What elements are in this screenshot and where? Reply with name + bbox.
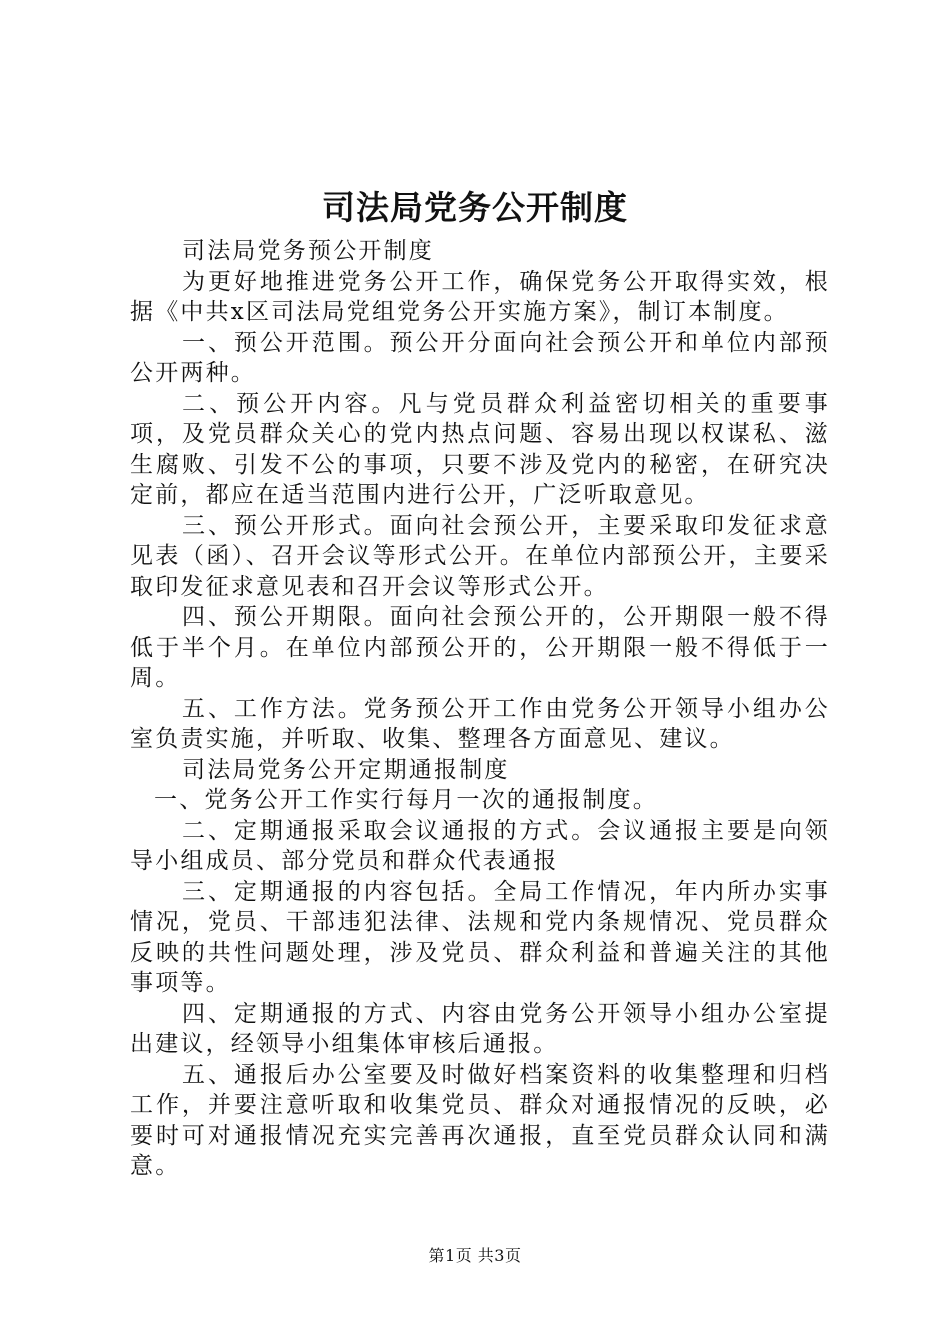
paragraph-scope: 一、预公开范围。预公开分面向社会预公开和单位内部预公开两种。 (130, 329, 830, 386)
paragraph-method: 五、工作方法。党务预公开工作由党务公开领导小组办公室负责实施，并听取、收集、整理各方面意见、建议。 (130, 695, 830, 752)
paragraph-content: 二、预公开内容。凡与党员群众利益密切相关的重要事项，及党员群众关心的党内热点问题、容易出现以权谋私、滋生腐败、引发不公的事项，只要不涉及党内的秘密，在研究决定前，都应在适当范围内进行公开，广泛听取意见。 (130, 390, 830, 508)
paragraph-intro: 为更好地推进党务公开工作，确保党务公开取得实效，根据《中共x区司法局党组党务公开实施方案》，制订本制度。 (130, 268, 830, 325)
paragraph-report-4: 四、定期通报的方式、内容由党务公开领导小组办公室提出建议，经领导小组集体审核后通报。 (130, 1000, 830, 1057)
document-body (130, 236, 830, 1182)
section-heading-preview: 司法局党务预公开制度 (182, 238, 434, 264)
paragraph-report-1: 一、党务公开工作实行每月一次的通报制度。 (154, 787, 658, 813)
document-title: 司法局党务公开制度 (322, 188, 628, 227)
page-number-footer: 第1页 共3页 (428, 1246, 522, 1265)
section-heading-report: 司法局党务公开定期通报制度 (182, 756, 510, 783)
paragraph-report-2: 二、定期通报采取会议通报的方式。会议通报主要是向领导小组成员、部分党员和群众代表通报 (130, 817, 830, 874)
paragraph-report-5: 五、通报后办公室要及时做好档案资料的收集整理和归档工作，并要注意听取和收集党员、群众对通报情况的反映，必要时可对通报情况充实完善再次通报，直至党员群众认同和满意。 (130, 1061, 830, 1179)
paragraph-period: 四、预公开期限。面向社会预公开的，公开期限一般不得低于半个月。在单位内部预公开的，公开期限一般不得低于一周。 (130, 604, 830, 691)
paragraph-form: 三、预公开形式。面向社会预公开，主要采取印发征求意见表（函）、召开会议等形式公开。在单位内部预公开，主要采取印发征求意见表和召开会议等形式公开。 (130, 512, 830, 600)
paragraph-report-3: 三、定期通报的内容包括。全局工作情况，年内所办实事情况，党员、干部违犯法律、法规和党内条规情况、党员群众反映的共性问题处理，涉及党员、群众利益和普遍关注的其他事项等。 (130, 878, 830, 996)
